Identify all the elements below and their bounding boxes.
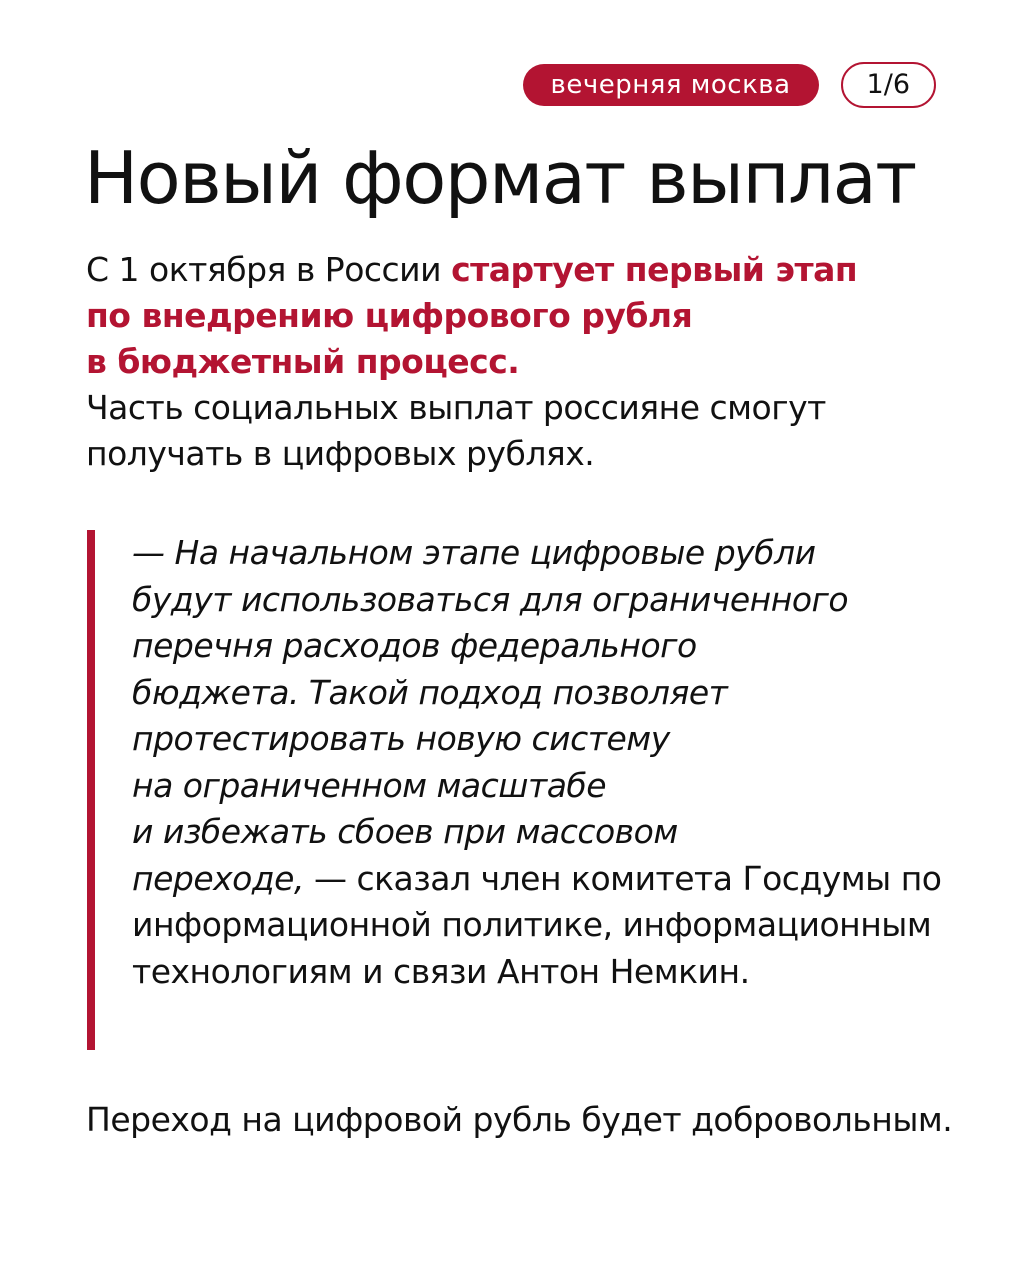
quote-line: протестировать новую систему xyxy=(132,719,670,758)
page-title: Новый формат выплат xyxy=(84,136,916,220)
quote-line: перечня расходов федерального xyxy=(132,626,697,665)
quote-line: на ограниченном масштабе xyxy=(132,765,607,805)
intro-body: Часть социальных выплат россияне смогут получать в цифровых рублях. xyxy=(86,388,826,473)
quote-line: — На начальном этапе цифровые рубли xyxy=(132,533,816,572)
intro-highlight-block xyxy=(86,247,966,385)
intro-highlight-3: в бюджетный процесс. xyxy=(86,342,520,381)
header xyxy=(523,62,936,108)
brand-badge: вечерняя москва xyxy=(523,64,819,106)
intro-highlight-1: стартует первый этап xyxy=(451,250,858,289)
quote-line: бюджета. Такой подход позволяет xyxy=(132,672,728,712)
quote-text xyxy=(132,530,962,995)
quote-accent-bar xyxy=(87,530,95,1050)
intro-highlight-2: по внедрению цифрового рубля xyxy=(86,296,693,335)
quote-line: и избежать сбоев при массовом xyxy=(132,812,678,851)
intro-paragraph xyxy=(86,247,966,477)
closing-paragraph: Переход на цифровой рубль будет добровольным. xyxy=(86,1100,953,1139)
intro-lead: С 1 октября в России xyxy=(86,250,452,289)
quote-attribution: — сказал член комитета Госдумы по информационной политике, информационным технологиям и связи Антон Немкин. xyxy=(132,858,942,991)
quote-last-italic: переходе, xyxy=(132,858,304,898)
quote-line: будут использоваться для ограниченного xyxy=(132,579,849,619)
page-indicator: 1/6 xyxy=(841,62,936,108)
quote-block xyxy=(87,530,967,1050)
